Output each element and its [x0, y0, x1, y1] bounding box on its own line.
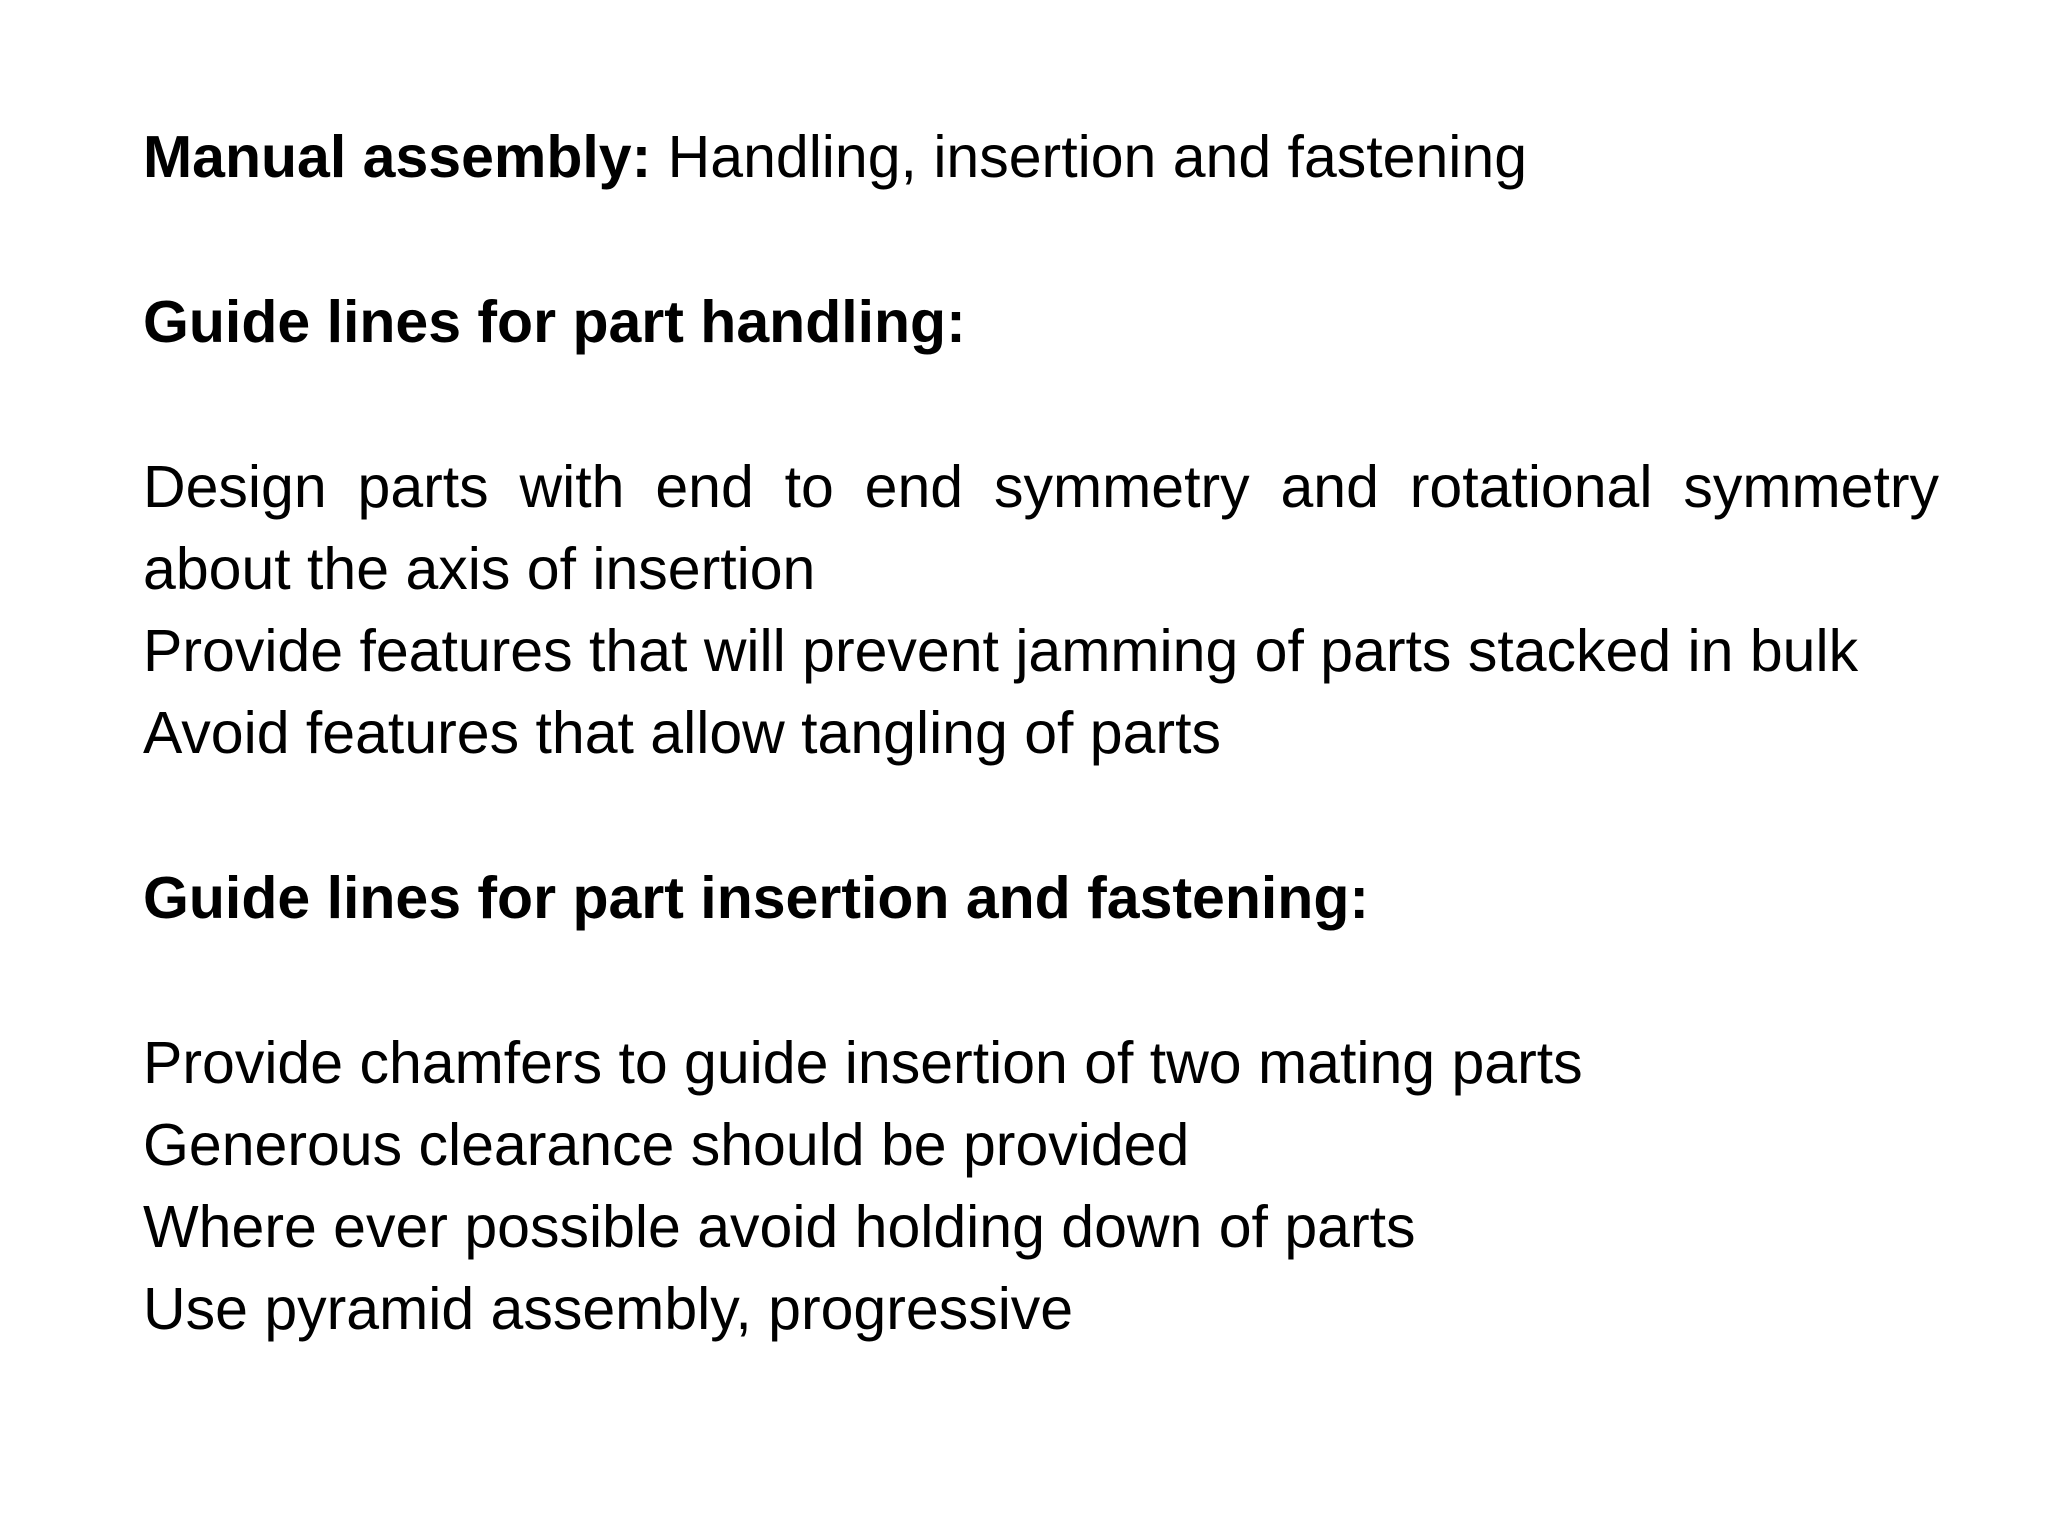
handling-heading: Guide lines for part handling: [143, 289, 966, 355]
intro-line [143, 116, 1939, 198]
slide-content [143, 116, 1939, 1350]
handling-item: Avoid features that allow tangling of parts [143, 700, 1221, 766]
spacer [143, 198, 1939, 281]
insertion-item: Generous clearance should be provided [143, 1112, 1190, 1178]
spacer [143, 939, 1939, 1022]
insertion-heading: Guide lines for part insertion and fastening: [143, 865, 1370, 931]
insertion-item: Where ever possible avoid holding down of parts [143, 1194, 1416, 1260]
spacer [143, 363, 1939, 446]
intro-text: Handling, insertion and fastening [651, 124, 1528, 190]
intro-label: Manual assembly: [143, 124, 652, 190]
spacer [143, 774, 1939, 857]
insertion-item: Use pyramid assembly, progressive [143, 1276, 1074, 1342]
insertion-item: Provide chamfers to guide insertion of two mating parts [143, 1030, 1583, 1096]
handling-item: Provide features that will prevent jamming of parts stacked in bulk [143, 618, 1859, 684]
handling-item: Design parts with end to end symmetry and rotational symmetry about the axis of insertion [143, 454, 1939, 602]
